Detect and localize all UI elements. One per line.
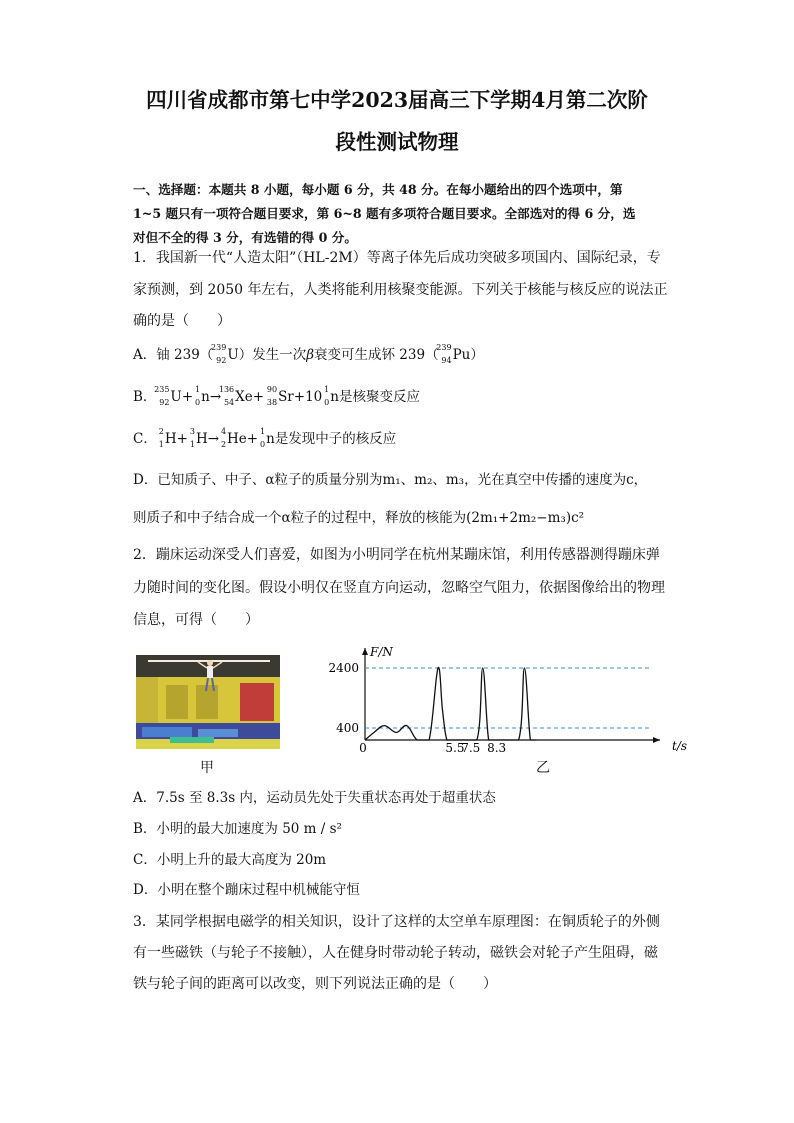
q3-stem-line: 有一些磁铁（与轮子不接触），人在健身时带动轮子转动，磁铁会对轮子产生阻碍，磁: [133, 945, 658, 961]
q3-stem-line: 铁与轮子间的距离可以改变，则下列说法正确的是（ ）: [133, 976, 497, 992]
y-tick-label: 400: [336, 721, 359, 735]
x-tick-label: 7.5: [461, 741, 481, 755]
trampoline-photo-illustration: [136, 655, 280, 749]
paper-title-line1: 四川省成都市第七中学2023届高三下学期4月第二次阶: [146, 88, 648, 112]
q2-option-c: C．小明上升的最大高度为 20m: [133, 852, 327, 868]
q2-option-d: D．小明在整个蹦床过程中机械能守恒: [133, 882, 360, 898]
q1-option-c: C． 2 1 H+ 3 1 H→ 4 2 He+ 1 0 n是发现中子的核反应: [133, 427, 397, 449]
q1-stem-line: 确的是（ ）: [133, 313, 231, 329]
isotope-notation: 1 0: [195, 385, 201, 407]
x-axis-label: t/s: [672, 739, 688, 753]
x-axis-arrow: [653, 737, 660, 743]
isotope-notation: 3 1: [189, 427, 195, 449]
caption-chart: 乙: [536, 760, 550, 776]
y-tick-label: 2400: [328, 661, 359, 675]
section-line: 对但不全的得 3 分，有选错的得 0 分。: [133, 230, 357, 245]
q1-stem-line: 家预测，到 2050 年左右，人类将能利用核聚变能源。下列关于核能与核反应的说法正: [133, 282, 668, 298]
y-axis-label: F/N: [370, 645, 393, 659]
x-tick-label: 5.5: [445, 741, 465, 755]
q2-stem-line: 2．蹦床运动深受人们喜爱，如图为小明同学在杭州某蹦床馆，利用传感器测得蹦床弹: [133, 547, 660, 563]
q1-option-a: A．铀 239（ 239 92 U）发生一次β衰变可生成钚 239（ 239 94 Pu）: [133, 343, 484, 365]
q2-stem-line: 力随时间的变化图。假设小明仅在竖直方向运动，忽略空气阻力，依据图像给出的物理: [133, 580, 665, 596]
paper-title-line2: 段性测试物理: [335, 130, 459, 154]
force-curve: [365, 667, 536, 740]
q2-stem-line: 信息，可得（ ）: [133, 612, 259, 628]
q2-option-a: A．7.5s 至 8.3s 内，运动员先处于失重状态再处于超重状态: [133, 790, 496, 806]
force-time-chart: [320, 640, 700, 758]
x-tick-label: 8.3: [487, 741, 507, 755]
q1-option-b: B． 235 92 U+ 1 0 n→ 136 54 Xe+ 90 38 Sr+10 1 0 n是核聚变反应: [133, 385, 420, 407]
q3-stem-line: 3．某同学根据电磁学的相关知识，设计了这样的太空单车原理图：在铜质轮子的外侧: [133, 914, 660, 930]
caption-photo: 甲: [200, 760, 214, 776]
isotope-notation: 4 2: [220, 427, 227, 449]
y-axis-arrow: [362, 648, 368, 655]
section-line: 1~5 题只有一项符合题目要求，第 6~8 题有多项符合题目要求。全部选对的得 6 分，选: [133, 206, 636, 221]
x-tick-label: 0: [359, 741, 367, 755]
trampoline-photo: [136, 655, 280, 749]
q1-option-d-line1: D．已知质子、中子、α粒子的质量分别为m₁、m₂、m₃，光在真空中传播的速度为c，: [133, 472, 648, 488]
isotope-notation: 1 0: [324, 385, 330, 407]
section-instructions: [133, 178, 661, 250]
isotope-notation: 239 94: [436, 343, 452, 365]
q1-stem-line: 1．我国新一代“人造太阳”（HL-2M）等离子体先后成功突破多项国内、国际纪录，专: [133, 250, 661, 266]
isotope-notation: 90 38: [266, 385, 278, 407]
isotope-notation: 2 1: [158, 427, 164, 449]
q2-option-b: B．小明的最大加速度为 50 m / s²: [133, 821, 342, 837]
isotope-notation: 239 92: [211, 343, 227, 365]
q1-option-d-line2: 则质子和中子结合成一个α粒子的过程中，释放的核能为(2m₁+2m₂−m₃)c²: [133, 510, 585, 526]
isotope-notation: 136 54: [218, 385, 235, 407]
isotope-notation: 1 0: [260, 427, 266, 449]
section-line: 一、选择题：本题共 8 小题，每小题 6 分，共 48 分。在每小题给出的四个选项中，第: [133, 182, 623, 197]
isotope-notation: 235 92: [154, 385, 170, 407]
